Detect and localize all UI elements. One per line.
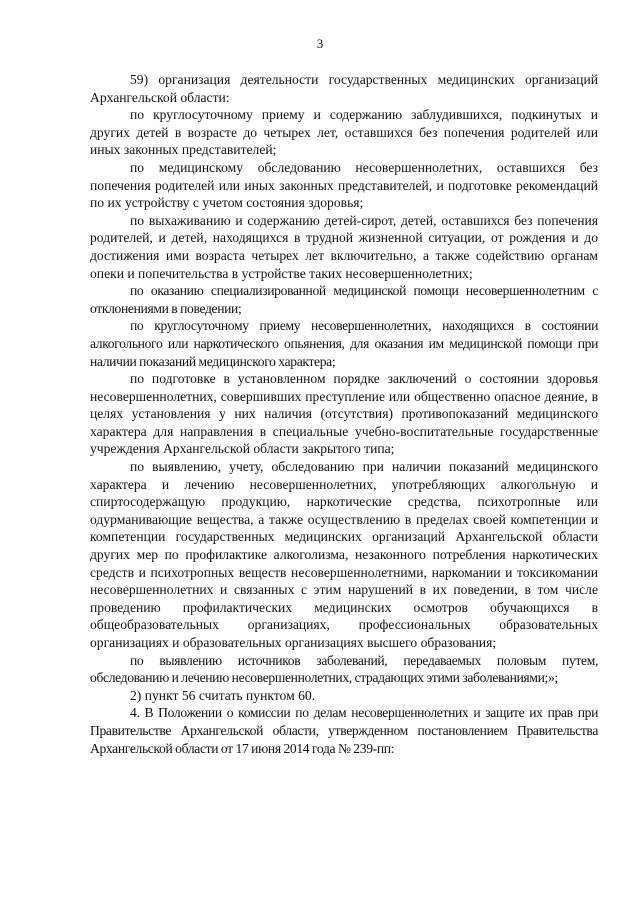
paragraph-commission-regulation: 4. В Положении о комиссии по делам несовершеннолетних и защите их прав при Правительстве Архангельской области, утвержденном постановлением Правительства Архангельской области от 17 июня 2014 года № 239-пп: [90, 705, 598, 756]
paragraph-intoxicated-minors: по круглосуточному приему несовершеннолетних, находящихся в состоянии алкогольного или наркотического опьянения, для оказания им медицинской помощи при наличии показаний медицинского характера; [90, 318, 598, 369]
paragraph-renumber-item: 2) пункт 56 считать пунктом 60. [130, 687, 316, 703]
paragraph-medical-examination: по медицинскому обследованию несовершеннолетних, оставшихся без попечения родителей или иных законных представителей, и подготовке рекомендаций по их устройству с учетом состояния здоровья; [90, 159, 598, 211]
page-number: 3 [316, 36, 324, 51]
paragraph-item-59-intro: 59) организация деятельности государственных медицинских организаций Архангельской области: [90, 72, 598, 105]
paragraph-std-treatment: по выявлению источников заболеваний, передаваемых половым путем, обследованию и лечению несовершеннолетних, страдающих этими заболеваниями;»; [90, 652, 598, 686]
paragraph-round-the-clock-reception: по круглосуточному приему и содержанию заблудившихся, подкинутых и других детей в возрасте до четырех лет, оставшихся без попечения родителей или иных законных представителей; [90, 107, 598, 158]
paragraph-specialized-care: по оказанию специализированной медицинской помощи несовершеннолетним с отклонениями в поведении; [90, 283, 598, 316]
paragraph-health-conclusions: по подготовке в установленном порядке заключений о состоянии здоровья несовершеннолетних, совершивших преступление или общественно опасное деяние, в целях установления у них наличия (отсутствия) противопоказаний медицинского характера для направления в специальные учебно-воспитательные государственные учреждения Архангельской области закрытого типа; [90, 371, 598, 457]
document-body [90, 71, 598, 757]
paragraph-substance-prevention: по выявлению, учету, обследованию при наличии показаний медицинского характера и лечению несовершеннолетних, употребляющих алкогольную и спиртосодержащую продукцию, наркотические средства, психотропные или одурманивающие вещества, а также осуществлению в пределах своей компетенции и компетенции государственных медицинских организаций Архангельской области других мер по профилактике алкоголизма, незаконного потребления наркотических средств и психотропных веществ несовершеннолетними, наркомании и токсикомании несовершеннолетних и связанных с этим нарушений в их поведении, в том числе проведению профилактических медицинских осмотров обучающихся в общеобразовательных организациях, профессиональных образовательных организациях и образовательных организациях высшего образования; [90, 459, 598, 650]
paragraph-nursing-orphans: по выхаживанию и содержанию детей-сирот, детей, оставшихся без попечения родителей, и детей, находящихся в трудной жизненной ситуации, от рождения и до достижения ими возраста четырех лет включительно, а также содействию органам опеки и попечительства в устройстве таких несовершеннолетних; [90, 212, 598, 281]
